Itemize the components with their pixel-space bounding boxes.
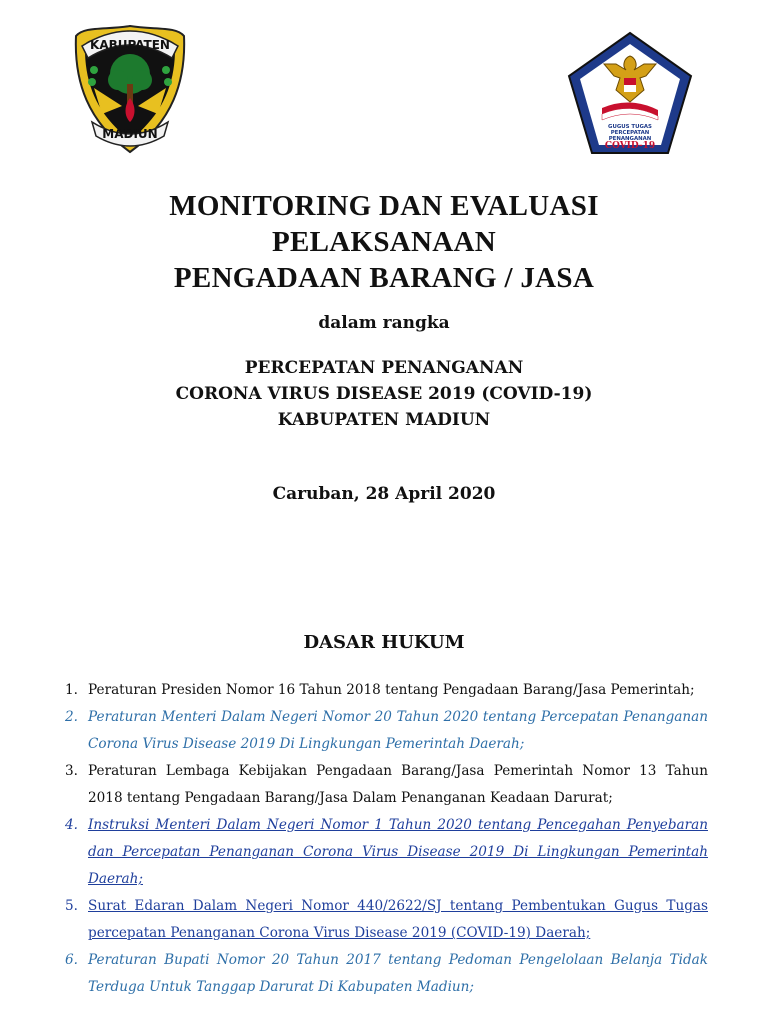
item-text: Peraturan Lembaga Kebijakan Pengadaan Barang/Jasa Pemerintah Nomor 13 Tahun 2018 tentang Pengadaan Barang/Jasa Dalam Penanganan Keadaan Darurat; — [88, 763, 708, 806]
legal-basis-item — [60, 704, 708, 758]
title-line-1: MONITORING DAN EVALUASI — [169, 190, 599, 222]
kabupaten-madiun-logo — [72, 22, 188, 156]
item-number: 1. — [65, 682, 78, 698]
legal-basis-link-item[interactable] — [60, 812, 708, 893]
gugus-tugas-covid19-emblem-icon — [566, 30, 694, 156]
logo-top-text: KABUPATEN — [90, 38, 170, 52]
kabupaten-madiun-emblem-icon — [72, 22, 188, 156]
place-and-date: Caruban, 28 April 2020 — [272, 484, 496, 504]
item-text: Peraturan Bupati Nomor 20 Tahun 2017 tentang Pedoman Pengelolaan Belanja Tidak Terduga Untuk Tanggap Darurat Di Kabupaten Madiun; — [88, 952, 708, 995]
title-line-2: PELAKSANAAN — [271, 226, 497, 258]
item-number: 4. — [65, 817, 78, 833]
item-link[interactable]: Instruksi Menteri Dalam Negeri Nomor 1 Tahun 2020 tentang Pencegahan Penyebaran dan Percepatan Penanganan Corona Virus Disease 2019 Di Lingkungan Pemerintah Daerah; — [88, 817, 708, 887]
logo-bottom-text: MADIUN — [102, 127, 158, 141]
item-link[interactable]: Surat Edaran Dalam Negeri Nomor 440/2622/SJ tentang Pembentukan Gugus Tugas percepatan Penanganan Corona Virus Disease 2019 (COVID-19) Daerah; — [88, 898, 708, 941]
emblem-line-3: PENANGANAN — [608, 136, 652, 142]
legal-basis-item — [60, 947, 708, 1001]
section-heading: DASAR HUKUM — [303, 632, 465, 653]
item-number: 5. — [65, 898, 78, 914]
item-text: Peraturan Presiden Nomor 16 Tahun 2018 tentang Pengadaan Barang/Jasa Pemerintah; — [88, 682, 695, 698]
subtitle: dalam rangka — [318, 313, 450, 333]
legal-basis-link-item[interactable] — [60, 893, 708, 947]
purpose-line-2: CORONA VIRUS DISEASE 2019 (COVID-19) — [175, 384, 593, 404]
item-number: 2. — [65, 709, 78, 725]
purpose-block — [0, 355, 768, 433]
gugus-tugas-covid-logo — [566, 30, 694, 156]
item-number: 3. — [65, 763, 78, 779]
emblem-badge-text: COVID-19 — [604, 141, 656, 151]
emblem-line-2: PERCEPATAN — [610, 130, 650, 136]
emblem-line-1: GUGUS TUGAS — [608, 124, 652, 130]
legal-basis-item — [60, 677, 708, 704]
item-number: 6. — [65, 952, 78, 968]
purpose-line-1: PERCEPATAN PENANGANAN — [244, 358, 524, 378]
item-text: Peraturan Menteri Dalam Negeri Nomor 20 Tahun 2020 tentang Percepatan Penanganan Corona Virus Disease 2019 Di Lingkungan Pemerintah Daerah; — [88, 709, 708, 752]
purpose-line-3: KABUPATEN MADIUN — [277, 410, 491, 430]
title-line-3: PENGADAAN BARANG / JASA — [173, 262, 595, 294]
legal-basis-item — [60, 758, 708, 812]
document-title — [0, 188, 768, 296]
legal-basis-list — [60, 677, 708, 1001]
